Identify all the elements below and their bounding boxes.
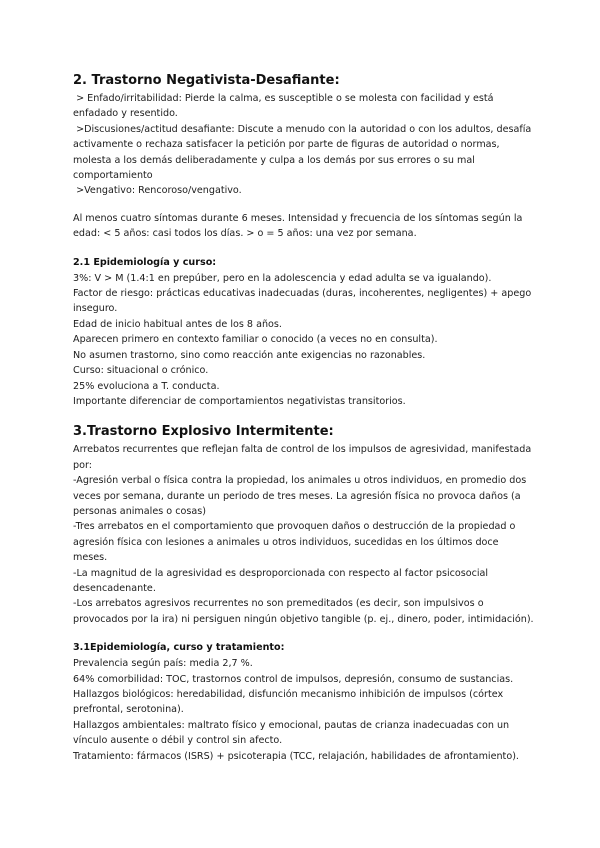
section-3-item: -Agresión verbal o física contra la propiedad, los animales u otros individuos, en promedio dos veces por semana, durante un periodo de tres meses. La agresión física no provoca daños (a personas animales o cosas) xyxy=(73,475,530,517)
section-2-criteria: Al menos cuatro síntomas durante 6 meses. Intensidad y frecuencia de los síntomas según la edad: < 5 años: casi todos los días. > o = 5 años: una vez por semana. xyxy=(73,212,526,240)
section-2-1-title: 2.1 Epidemiología y curso: xyxy=(73,256,217,268)
section-3-item: -La magnitud de la agresividad es desproporcionada con respecto al factor psicosocial desencadenante. xyxy=(73,567,492,594)
section-3-1-line: 64% comorbilidad: TOC, trastornos control de impulsos, depresión, consumo de sustancias. xyxy=(73,673,514,685)
section-3-1-title: 3.1Epidemiología, curso y tratamiento: xyxy=(73,642,285,654)
section-2-title: 2. Trastorno Negativista-Desafiante: xyxy=(73,73,340,88)
section-2-1-line: Edad de inicio habitual antes de los 8 años. xyxy=(73,318,282,330)
section-2-1-line: No asumen trastorno, sino como reacción ante exigencias no razonables. xyxy=(73,349,426,361)
section-2-1-line: Aparecen primero en contexto familiar o conocido (a veces no en consulta). xyxy=(73,334,438,346)
section-2-1-line: 25% evoluciona a T. conducta. xyxy=(73,380,220,392)
section-2-1-line: Factor de riesgo: prácticas educativas inadecuadas (duras, incoherentes, negligentes) + apego inseguro. xyxy=(73,288,535,315)
section-2-1-line: 3%: V > M (1.4:1 en prepúber, pero en la adolescencia y edad adulta se va igualando). xyxy=(73,272,492,284)
section-3-item: -Tres arrebatos en el comportamiento que provoquen daños o destrucción de la propiedad o agresión física con lesiones a animales u otros individuos, sucedidas en los últimos doce meses. xyxy=(73,521,519,564)
section-3-title: 3.Trastorno Explosivo Intermitente: xyxy=(73,424,334,440)
section-2-item: >Vengativo: Rencoroso/vengativo. xyxy=(73,185,242,197)
document-page xyxy=(73,72,535,764)
section-2-item: > Enfado/irritabilidad: Pierde la calma, es susceptible o se molesta con facilidad y está enfadado y resentido. xyxy=(73,93,497,120)
section-3-1-line: Prevalencia según país: media 2,7 %. xyxy=(73,658,253,670)
section-3-intro: Arrebatos recurrentes que reflejan falta de control de los impulsos de agresividad, manifestada por: xyxy=(73,444,535,471)
section-2-item: >Discusiones/actitud desafiante: Discute a menudo con la autoridad o con los adultos, desafía activamente o rechaza satisfacer la petición por parte de figuras de autoridad o normas, molesta a los demás deliberadamente y culpa a los demás por sus errores o su mal comportamiento xyxy=(73,123,535,182)
section-3-1-line: Tratamiento: fármacos (ISRS) + psicoterapia (TCC, relajación, habilidades de afrontamiento). xyxy=(73,750,519,762)
section-2-1-line: Importante diferenciar de comportamientos negativistas transitorios. xyxy=(73,395,406,407)
section-3-1-line: Hallazgos ambientales: maltrato físico y emocional, pautas de crianza inadecuadas con un vínculo ausente o débil y control sin afecto. xyxy=(73,719,513,747)
section-3-1-line: Hallazgos biológicos: heredabilidad, disfunción mecanismo inhibición de impulsos (córtex prefrontal, serotonina). xyxy=(73,689,507,716)
section-2-1-line: Curso: situacional o crónico. xyxy=(73,365,209,377)
section-3-item: -Los arrebatos agresivos recurrentes no son premeditados (es decir, son impulsivos o provocados por la ira) ni persiguen ningún objetivo tangible (p. ej., dinero, poder, intimidación). xyxy=(73,598,534,625)
